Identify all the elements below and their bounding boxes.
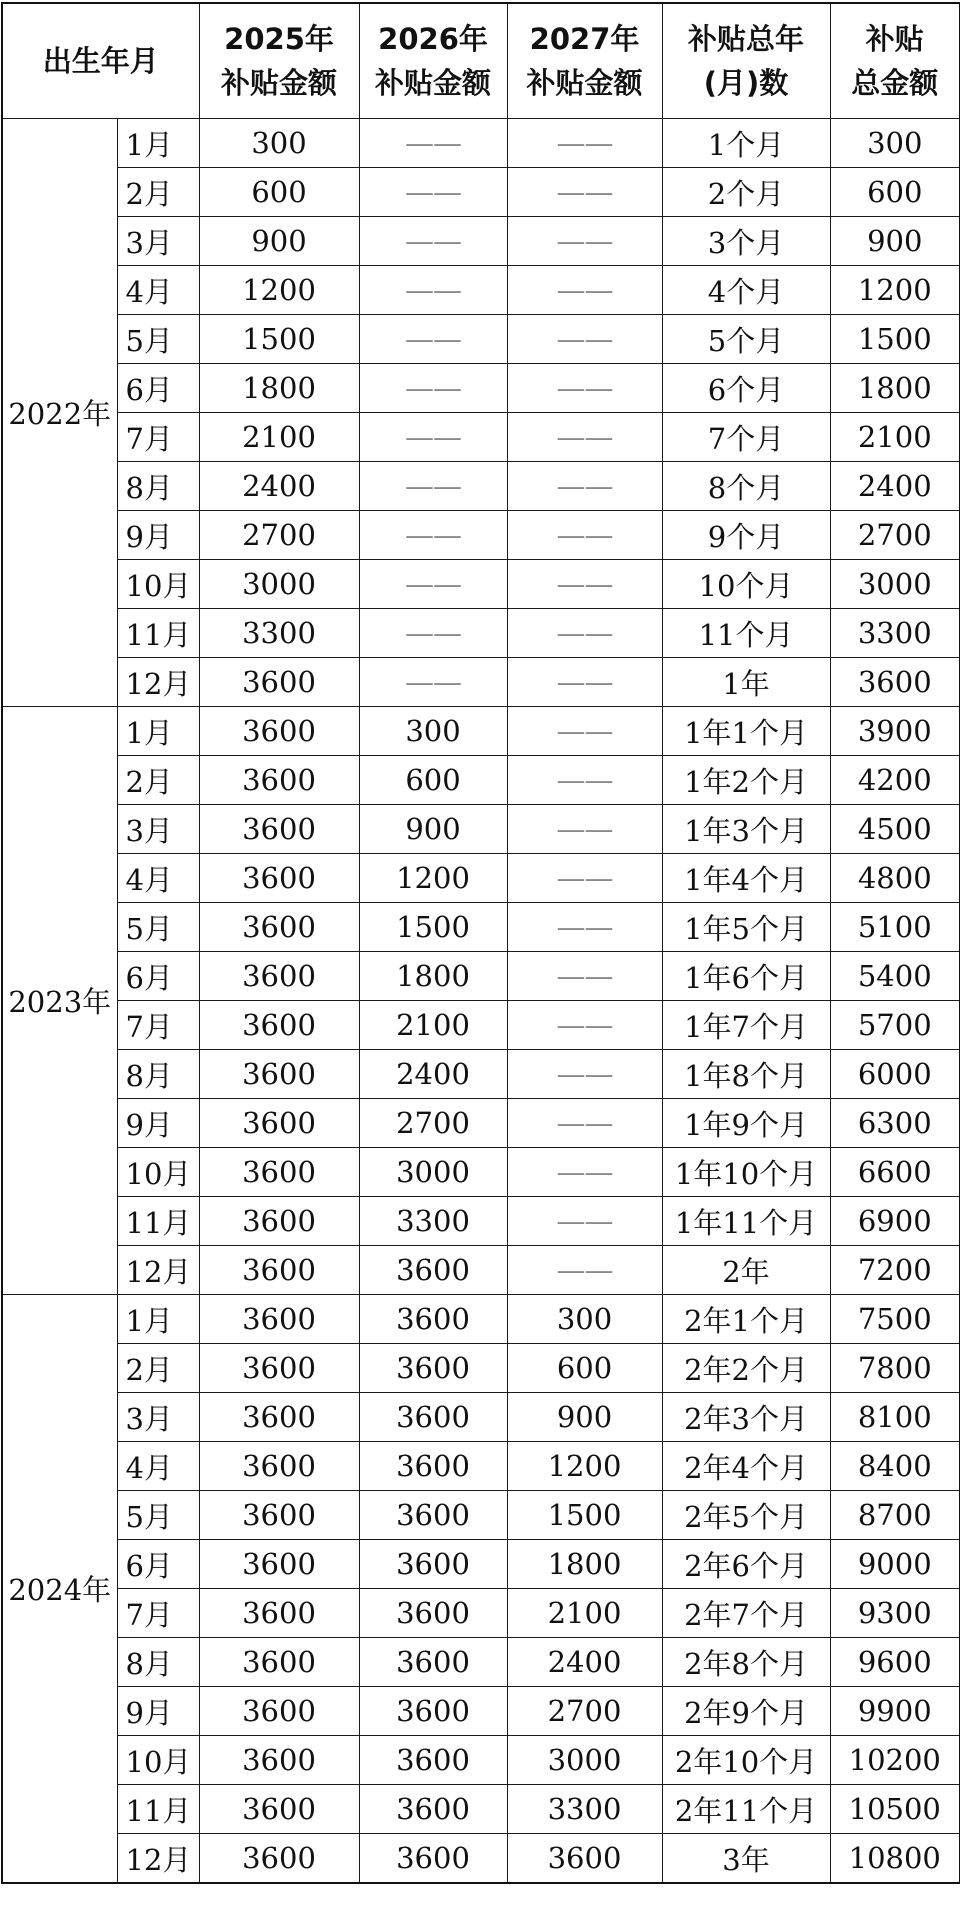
cell-2027-amount: 2100 [507,1589,662,1638]
table-header [2,3,960,119]
cell-2025-amount: 2700 [199,511,359,560]
cell-2026-amount: 1500 [359,903,507,952]
cell-2026-amount: 3600 [359,1442,507,1491]
cell-total-amount: 600 [830,168,960,217]
cell-birth-month: 2月 [117,168,199,217]
cell-2026-amount: 3600 [359,1589,507,1638]
cell-birth-month: 10月 [117,560,199,609]
cell-birth-month: 7月 [117,1589,199,1638]
cell-birth-month: 5月 [117,315,199,364]
cell-total-amount: 8400 [830,1442,960,1491]
cell-total-period: 11个月 [662,609,830,658]
cell-2027-amount: —— [507,658,662,707]
table-row [2,266,960,315]
cell-total-period: 8个月 [662,462,830,511]
table-row [2,168,960,217]
table-row [2,658,960,707]
cell-2027-amount: —— [507,1148,662,1197]
cell-2025-amount: 3600 [199,952,359,1001]
cell-birth-month: 5月 [117,903,199,952]
cell-2027-amount: —— [507,315,662,364]
cell-2026-amount: —— [359,609,507,658]
cell-2025-amount: 3600 [199,1393,359,1442]
cell-total-period: 2个月 [662,168,830,217]
cell-2026-amount: 3600 [359,1785,507,1834]
header-total-amount-line2: 总金额 [851,66,939,100]
cell-2027-amount: —— [507,560,662,609]
cell-birth-month: 8月 [117,462,199,511]
header-total-period-line1: 补贴总年 [688,22,805,56]
cell-total-period: 1年4个月 [662,854,830,903]
table-row [2,1442,960,1491]
cell-birth-month: 11月 [117,1785,199,1834]
table-row [2,217,960,266]
cell-birth-month: 10月 [117,1736,199,1785]
cell-2027-amount: —— [507,364,662,413]
cell-total-amount: 6600 [830,1148,960,1197]
cell-2026-amount: —— [359,413,507,462]
cell-2026-amount: 1800 [359,952,507,1001]
cell-2025-amount: 2400 [199,462,359,511]
cell-2025-amount: 3600 [199,1197,359,1246]
table-row [2,1834,960,1884]
cell-2027-amount: —— [507,413,662,462]
cell-2027-amount: 600 [507,1344,662,1393]
cell-2025-amount: 300 [199,119,359,168]
cell-birth-year: 2024年 [2,1295,117,1884]
table-row [2,315,960,364]
cell-2026-amount: —— [359,119,507,168]
cell-2027-amount: 3000 [507,1736,662,1785]
cell-2025-amount: 3600 [199,707,359,756]
cell-2027-amount: —— [507,266,662,315]
cell-2026-amount: 3000 [359,1148,507,1197]
cell-2025-amount: 3600 [199,1295,359,1344]
cell-birth-month: 9月 [117,1099,199,1148]
cell-total-amount: 3600 [830,658,960,707]
table-row [2,1491,960,1540]
header-birth-month [2,3,199,119]
header-2026-line2: 补贴金额 [375,66,492,100]
cell-2026-amount: 1200 [359,854,507,903]
cell-birth-month: 6月 [117,952,199,1001]
cell-total-period: 10个月 [662,560,830,609]
cell-2025-amount: 1800 [199,364,359,413]
cell-total-period: 6个月 [662,364,830,413]
table-row [2,805,960,854]
header-total-amount-line1: 补贴 [865,22,924,56]
table-row [2,1099,960,1148]
cell-total-amount: 7500 [830,1295,960,1344]
cell-2025-amount: 2100 [199,413,359,462]
cell-2026-amount: 2700 [359,1099,507,1148]
table-body [2,119,960,1884]
cell-2027-amount: 900 [507,1393,662,1442]
cell-total-amount: 1800 [830,364,960,413]
header-2025-amount [199,3,359,119]
cell-2025-amount: 3300 [199,609,359,658]
cell-2026-amount: 3600 [359,1246,507,1295]
cell-total-period: 2年10个月 [662,1736,830,1785]
cell-total-period: 2年6个月 [662,1540,830,1589]
table-row [2,1246,960,1295]
cell-2027-amount: —— [507,462,662,511]
table-row [2,952,960,1001]
cell-birth-month: 9月 [117,1687,199,1736]
cell-total-period: 2年5个月 [662,1491,830,1540]
cell-total-period: 1年1个月 [662,707,830,756]
cell-2025-amount: 3600 [199,1491,359,1540]
table-row [2,413,960,462]
cell-2027-amount: —— [507,168,662,217]
cell-birth-month: 3月 [117,217,199,266]
table-row [2,1295,960,1344]
cell-2026-amount: 3600 [359,1295,507,1344]
table-row [2,609,960,658]
table-row [2,1687,960,1736]
cell-total-amount: 3300 [830,609,960,658]
cell-total-amount: 1500 [830,315,960,364]
cell-total-amount: 1200 [830,266,960,315]
cell-total-amount: 10800 [830,1834,960,1884]
cell-total-period: 1年10个月 [662,1148,830,1197]
cell-2026-amount: 3600 [359,1687,507,1736]
table-row [2,1393,960,1442]
cell-2026-amount: 900 [359,805,507,854]
cell-birth-month: 3月 [117,1393,199,1442]
cell-birth-month: 1月 [117,119,199,168]
cell-total-period: 7个月 [662,413,830,462]
cell-2025-amount: 1500 [199,315,359,364]
cell-birth-month: 10月 [117,1148,199,1197]
cell-2026-amount: —— [359,462,507,511]
cell-2026-amount: —— [359,658,507,707]
cell-total-period: 9个月 [662,511,830,560]
cell-total-period: 2年8个月 [662,1638,830,1687]
cell-total-period: 2年9个月 [662,1687,830,1736]
cell-2025-amount: 3600 [199,1834,359,1884]
table-row [2,756,960,805]
cell-total-amount: 6900 [830,1197,960,1246]
cell-total-period: 1年6个月 [662,952,830,1001]
cell-2027-amount: —— [507,1050,662,1099]
cell-birth-month: 12月 [117,1834,199,1884]
cell-total-period: 1年9个月 [662,1099,830,1148]
cell-birth-month: 3月 [117,805,199,854]
cell-2027-amount: 1800 [507,1540,662,1589]
cell-total-period: 1年7个月 [662,1001,830,1050]
cell-total-period: 2年 [662,1246,830,1295]
cell-2026-amount: 2400 [359,1050,507,1099]
cell-2025-amount: 3600 [199,1442,359,1491]
cell-birth-year: 2022年 [2,119,117,707]
cell-birth-month: 11月 [117,1197,199,1246]
cell-2027-amount: 1500 [507,1491,662,1540]
cell-birth-month: 6月 [117,364,199,413]
cell-2026-amount: —— [359,168,507,217]
cell-2027-amount: —— [507,217,662,266]
cell-total-period: 3个月 [662,217,830,266]
cell-total-amount: 5100 [830,903,960,952]
cell-total-period: 2年3个月 [662,1393,830,1442]
cell-2026-amount: —— [359,560,507,609]
cell-birth-year: 2023年 [2,707,117,1295]
cell-2025-amount: 3000 [199,560,359,609]
cell-2025-amount: 3600 [199,1736,359,1785]
table-row [2,1197,960,1246]
cell-birth-month: 8月 [117,1050,199,1099]
cell-2026-amount: 3600 [359,1393,507,1442]
cell-birth-month: 12月 [117,658,199,707]
cell-total-amount: 9600 [830,1638,960,1687]
cell-2025-amount: 3600 [199,1638,359,1687]
cell-2025-amount: 3600 [199,805,359,854]
cell-2026-amount: 3300 [359,1197,507,1246]
cell-2026-amount: 3600 [359,1834,507,1884]
cell-2027-amount: 2400 [507,1638,662,1687]
cell-2025-amount: 3600 [199,756,359,805]
table-row [2,560,960,609]
cell-2026-amount: 3600 [359,1540,507,1589]
cell-total-period: 1年3个月 [662,805,830,854]
cell-2025-amount: 3600 [199,1589,359,1638]
cell-total-amount: 9900 [830,1687,960,1736]
cell-birth-month: 6月 [117,1540,199,1589]
table-row [2,1589,960,1638]
table-row [2,119,960,168]
cell-2026-amount: 3600 [359,1736,507,1785]
table-row [2,364,960,413]
header-row [2,3,960,119]
cell-2026-amount: —— [359,315,507,364]
cell-birth-month: 4月 [117,854,199,903]
cell-2026-amount: —— [359,266,507,315]
table-row [2,1148,960,1197]
table-row [2,1344,960,1393]
cell-2027-amount: 2700 [507,1687,662,1736]
cell-2025-amount: 3600 [199,1246,359,1295]
cell-2027-amount: —— [507,805,662,854]
cell-total-period: 2年11个月 [662,1785,830,1834]
cell-total-period: 2年2个月 [662,1344,830,1393]
cell-2026-amount: 3600 [359,1638,507,1687]
cell-2027-amount: —— [507,511,662,560]
cell-total-period: 3年 [662,1834,830,1884]
cell-birth-month: 5月 [117,1491,199,1540]
cell-2026-amount: 300 [359,707,507,756]
header-total-amount [830,3,960,119]
subsidy-table [1,2,960,1884]
table-row [2,903,960,952]
cell-2026-amount: —— [359,511,507,560]
cell-2027-amount: —— [507,1099,662,1148]
table-row [2,1785,960,1834]
header-2025-line2: 补贴金额 [221,66,338,100]
cell-birth-month: 12月 [117,1246,199,1295]
cell-2025-amount: 3600 [199,1540,359,1589]
cell-birth-month: 1月 [117,707,199,756]
table-row [2,1638,960,1687]
cell-total-amount: 7800 [830,1344,960,1393]
cell-total-amount: 8100 [830,1393,960,1442]
cell-2025-amount: 1200 [199,266,359,315]
cell-birth-month: 7月 [117,413,199,462]
header-2026-amount [359,3,507,119]
table-row [2,1001,960,1050]
cell-birth-month: 9月 [117,511,199,560]
cell-2027-amount: —— [507,1001,662,1050]
cell-total-amount: 6300 [830,1099,960,1148]
header-total-period-line2: (月)数 [703,66,789,100]
cell-2026-amount: 3600 [359,1344,507,1393]
cell-total-amount: 2700 [830,511,960,560]
cell-total-period: 1年2个月 [662,756,830,805]
cell-total-period: 4个月 [662,266,830,315]
table-row [2,707,960,756]
cell-2026-amount: 2100 [359,1001,507,1050]
cell-2026-amount: 600 [359,756,507,805]
cell-total-amount: 2100 [830,413,960,462]
cell-total-amount: 6000 [830,1050,960,1099]
cell-2027-amount: —— [507,609,662,658]
cell-total-amount: 3900 [830,707,960,756]
cell-2027-amount: 3600 [507,1834,662,1884]
cell-total-amount: 2400 [830,462,960,511]
cell-2026-amount: 3600 [359,1491,507,1540]
cell-total-amount: 900 [830,217,960,266]
header-total-period [662,3,830,119]
cell-total-period: 5个月 [662,315,830,364]
cell-2027-amount: —— [507,119,662,168]
cell-2027-amount: —— [507,1246,662,1295]
header-2026-line1: 2026年 [378,22,488,56]
cell-total-period: 2年1个月 [662,1295,830,1344]
table-row [2,854,960,903]
cell-total-amount: 9300 [830,1589,960,1638]
header-2027-amount [507,3,662,119]
cell-total-amount: 10200 [830,1736,960,1785]
cell-2027-amount: —— [507,903,662,952]
cell-2027-amount: —— [507,1197,662,1246]
cell-2025-amount: 3600 [199,854,359,903]
cell-2025-amount: 3600 [199,1148,359,1197]
header-2025-line1: 2025年 [224,22,334,56]
header-2027-line1: 2027年 [529,22,640,56]
cell-total-period: 1年11个月 [662,1197,830,1246]
cell-birth-month: 8月 [117,1638,199,1687]
cell-birth-month: 7月 [117,1001,199,1050]
cell-total-amount: 3000 [830,560,960,609]
cell-birth-month: 4月 [117,1442,199,1491]
cell-total-period: 1个月 [662,119,830,168]
cell-birth-month: 1月 [117,1295,199,1344]
cell-2026-amount: —— [359,217,507,266]
cell-total-period: 2年7个月 [662,1589,830,1638]
header-2027-line2: 补贴金额 [526,66,643,100]
cell-total-period: 1年 [662,658,830,707]
cell-2027-amount: —— [507,707,662,756]
cell-birth-month: 11月 [117,609,199,658]
table-row [2,511,960,560]
cell-2027-amount: —— [507,854,662,903]
cell-2025-amount: 3600 [199,903,359,952]
header-birth-month-label: 出生年月 [42,44,159,78]
cell-2025-amount: 900 [199,217,359,266]
table-row [2,462,960,511]
cell-total-period: 1年8个月 [662,1050,830,1099]
cell-total-amount: 5400 [830,952,960,1001]
cell-total-amount: 4500 [830,805,960,854]
cell-birth-month: 2月 [117,756,199,805]
cell-2027-amount: 300 [507,1295,662,1344]
cell-total-amount: 4800 [830,854,960,903]
cell-2025-amount: 3600 [199,658,359,707]
table-row [2,1736,960,1785]
cell-birth-month: 4月 [117,266,199,315]
cell-2025-amount: 3600 [199,1344,359,1393]
cell-total-amount: 10500 [830,1785,960,1834]
cell-2025-amount: 3600 [199,1001,359,1050]
cell-total-amount: 9000 [830,1540,960,1589]
cell-2025-amount: 3600 [199,1050,359,1099]
table-row [2,1050,960,1099]
cell-2027-amount: —— [507,756,662,805]
table-row [2,1540,960,1589]
cell-2027-amount: 1200 [507,1442,662,1491]
cell-2027-amount: —— [507,952,662,1001]
cell-total-period: 2年4个月 [662,1442,830,1491]
cell-2027-amount: 3300 [507,1785,662,1834]
cell-total-amount: 300 [830,119,960,168]
cell-birth-month: 2月 [117,1344,199,1393]
cell-total-period: 1年5个月 [662,903,830,952]
cell-total-amount: 8700 [830,1491,960,1540]
cell-2025-amount: 600 [199,168,359,217]
cell-total-amount: 5700 [830,1001,960,1050]
cell-2025-amount: 3600 [199,1687,359,1736]
cell-total-amount: 4200 [830,756,960,805]
cell-2025-amount: 3600 [199,1785,359,1834]
cell-total-amount: 7200 [830,1246,960,1295]
cell-2025-amount: 3600 [199,1099,359,1148]
cell-2026-amount: —— [359,364,507,413]
